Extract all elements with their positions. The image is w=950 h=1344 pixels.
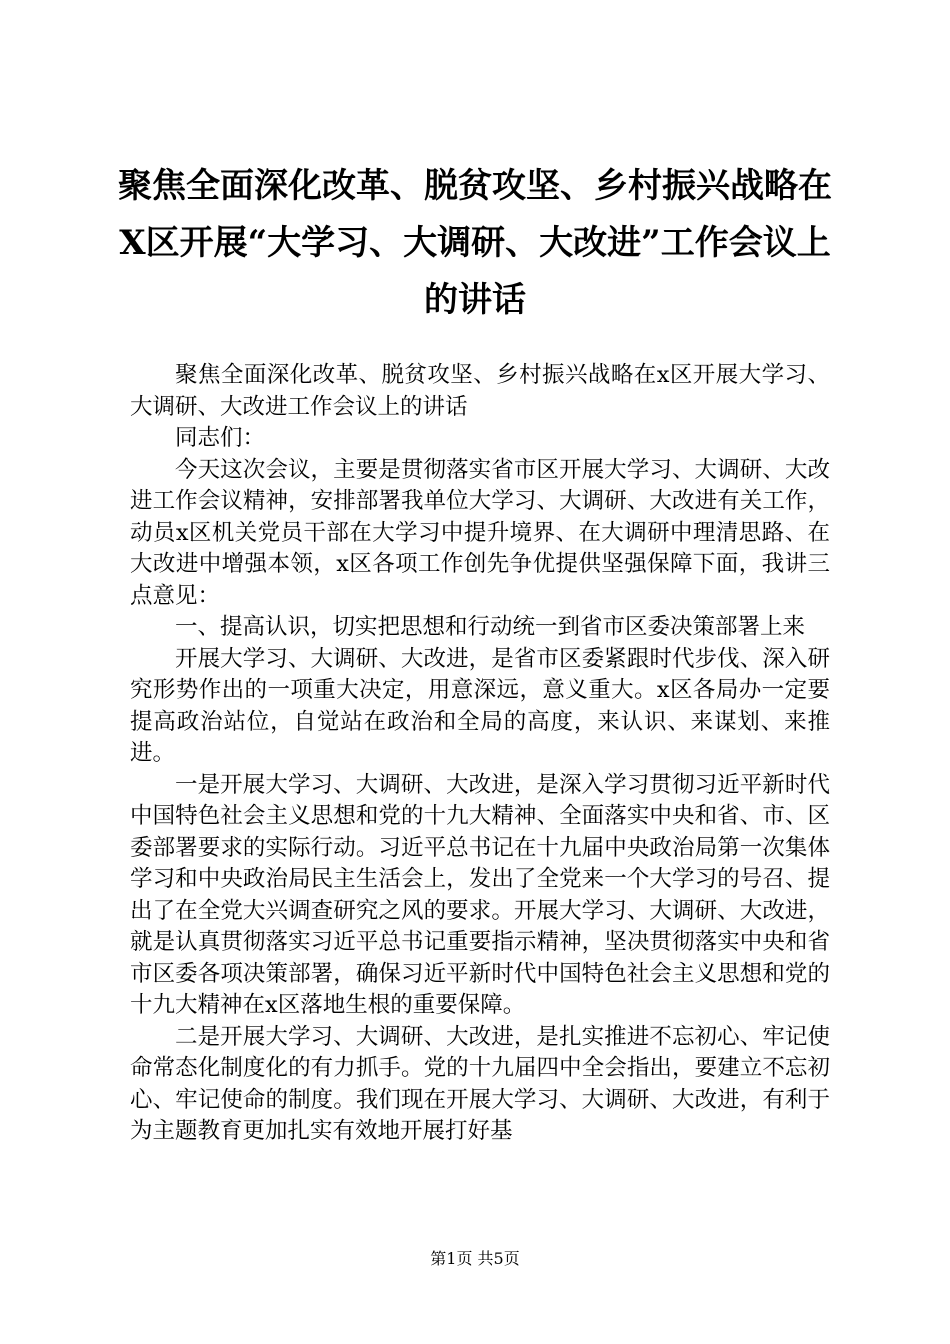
body-paragraph-salutation: 同志们：	[175, 425, 266, 451]
section-heading: 一、提高认识，切实把思想和行动统一到省市区委决策部署上来	[175, 614, 806, 640]
document-title: 聚焦全面深化改革、脱贫攻坚、乡村振兴战略在X区开展“大学习、大调研、大改进”工作会议上的讲话	[118, 166, 832, 320]
body-paragraph: 二是开展大学习、大调研、大改进，是扎实推进不忘初心、牢记使命常态化制度化的有力抓手。党的十九届四中全会指出，要建立不忘初心、牢记使命的制度。我们现在开展大学习、大调研、大改进，有利于为主题教育更加扎实有效地开展打好基	[130, 1023, 830, 1144]
body-paragraph-subtitle: 聚焦全面深化改革、脱贫攻坚、乡村振兴战略在x区开展大学习、大调研、大改进工作会议上的讲话	[130, 362, 830, 420]
body-paragraph: 今天这次会议，主要是贯彻落实省市区开展大学习、大调研、大改进工作会议精神，安排部署我单位大学习、大调研、大改进有关工作，动员x区机关党员干部在大学习中提升境界、在大调研中理清思路、在大改进中增强本领，x区各项工作创先争优提供坚强保障下面，我讲三点意见：	[130, 456, 830, 609]
body-paragraph: 开展大学习、大调研、大改进，是省市区委紧跟时代步伐、深入研究形势作出的一项重大决定，用意深远，意义重大。x区各局办一定要提高政治站位，自觉站在政治和全局的高度，来认识、来谋划、来推进。	[130, 645, 830, 766]
page-indicator: 第1页 共5页	[430, 1249, 520, 1268]
body-paragraph: 一是开展大学习、大调研、大改进，是深入学习贯彻习近平新时代中国特色社会主义思想和党的十九大精神、全面落实中央和省、市、区委部署要求的实际行动。习近平总书记在十九届中央政治局第一次集体学习和中央政治局民主生活会上，发出了全党来一个大学习的号召、提出了在全党大兴调查研究之风的要求。开展大学习、大调研、大改进，就是认真贯彻落实习近平总书记重要指示精神，坚决贯彻落实中央和省市区委各项决策部署，确保习近平新时代中国特色社会主义思想和党的十九大精神在x区落地生根的重要保障。	[130, 771, 830, 1018]
document-body	[130, 360, 830, 1148]
